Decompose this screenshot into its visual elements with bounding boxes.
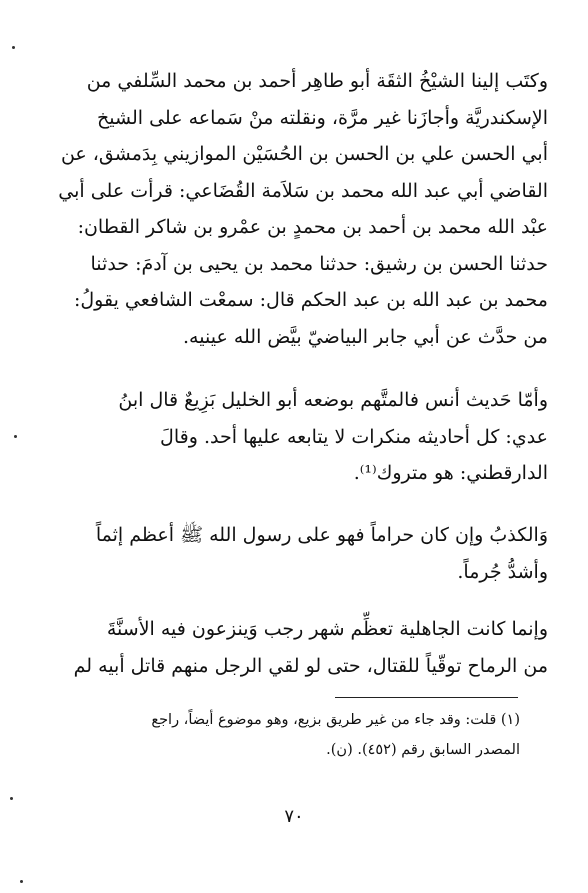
- paragraph-anas-hadith: [48, 382, 548, 492]
- text-line: وكتَب إلينا الشيْخُ الثقَة أبو طاهِر أحمد بن محمد السِّلفي من: [86, 70, 548, 92]
- text-line: وإنما كانت الجاهلية تعظِّم شهر رجب وَينزعون فيه الأسنَّةَ: [106, 618, 548, 640]
- paragraph-jahiliyya: [48, 611, 548, 684]
- scan-speck: [20, 880, 23, 883]
- footnote-line: المصدر السابق رقم (٤٥٢). (ن).: [326, 742, 520, 758]
- paragraph-lying: [48, 517, 548, 590]
- text-line: حدثنا الحسن بن رشيق: حدثنا محمد بن يحيى بن آدمَ: حدثنا: [90, 252, 548, 275]
- text-line: الدارقطني: هو متروك⁽¹⁾.: [353, 462, 548, 484]
- scan-speck: [14, 435, 17, 438]
- text-line: من حدَّث عن أبي جابر البياضيّ بيَّض الله عينيه.: [183, 325, 548, 348]
- text-line: وَالكذبُ وإن كان حراماً فهو على رسول الله ﷺ أعظم إثماً: [95, 524, 548, 546]
- text-line: محمد بن عبد الله بن عبد الحكم قال: سمعْت الشافعي يقولُ:: [73, 289, 548, 311]
- text-line: عبْد الله محمد بن أحمد بن محمدٍ بن عمْرو بن شاكر القطان:: [77, 216, 548, 238]
- text-line: الإسكندريَّة وأجازَنا غير مرَّة، ونقلته منْ سَماعه على الشيخ: [97, 106, 548, 129]
- footnote-line: (١) قلت: وقد جاء من غير طريق بزيع، وهو موضوع أيضاً، راجع: [151, 712, 520, 728]
- text-line: وأمّا حَديث أنس فالمتَّهم بوضعه أبو الخليل بَزِيعٌ قال ابنُ: [118, 389, 548, 411]
- text-line: أبي الحسن علي بن الحسن بن الحُسَيْن الموازيني بِدَمشق، عن: [60, 143, 548, 165]
- text-line: وأشدُّ جُرماً.: [457, 560, 548, 583]
- paragraph-isnad: [48, 63, 548, 355]
- footnote-divider: [335, 697, 518, 698]
- scan-speck: [12, 46, 15, 49]
- text-line: القاضي أبي عبد الله محمد بن سَلاَمة القُضَاعي: قرأت على أبي: [58, 179, 548, 202]
- scan-speck: [10, 797, 13, 800]
- text-line: من الرماح توقّياً للقتال، حتى لو لقي الرجل منهم قاتل أبيه لم: [73, 654, 548, 677]
- text-line: عدي: كل أحاديثه منكرات لا يتابعه عليها أحد. وقالَ: [160, 425, 548, 448]
- page-number: ٧٠: [284, 806, 304, 827]
- footnote: [60, 705, 520, 765]
